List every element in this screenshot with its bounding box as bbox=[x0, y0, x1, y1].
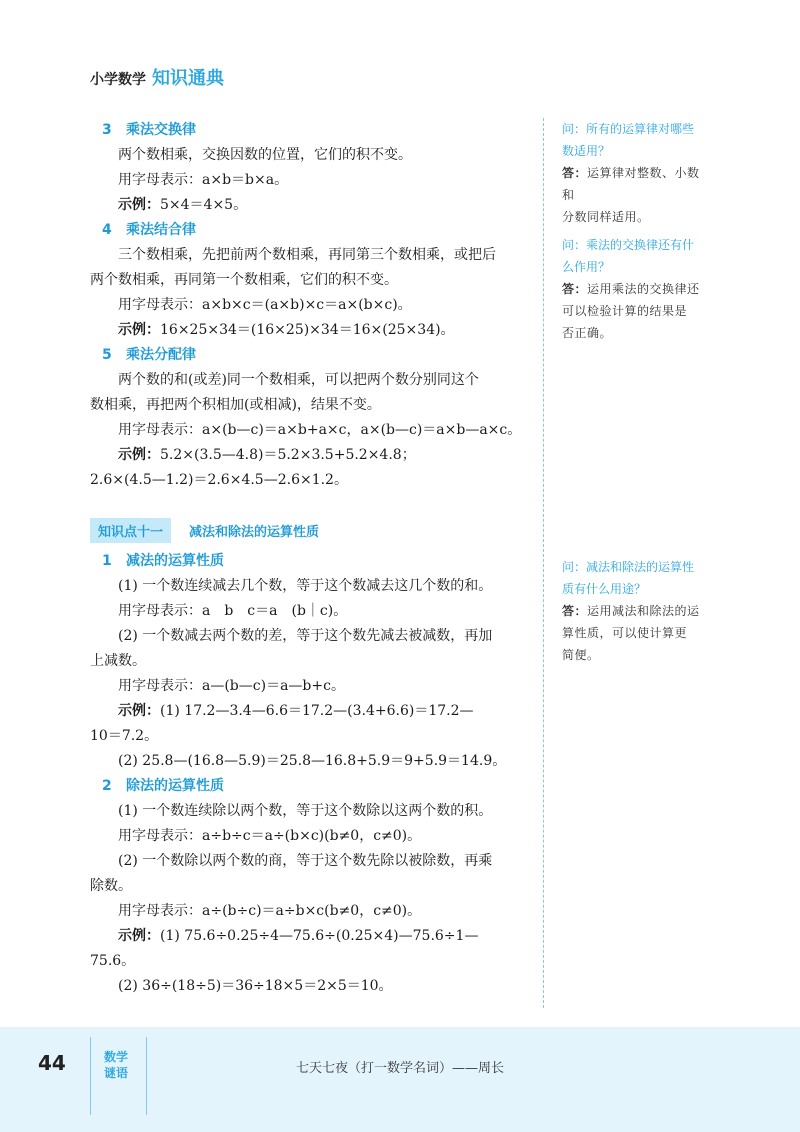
paragraph: 两个数的和(或差)同一个数相乘，可以把两个数分别同这个 bbox=[118, 372, 479, 388]
note-question: 问：所有的运算律对哪些 bbox=[562, 122, 695, 136]
knowledge-point-heading bbox=[90, 517, 530, 543]
note-answer: 答：运用乘法的交换律还 bbox=[562, 282, 700, 296]
main-content bbox=[90, 118, 530, 999]
section-heading: 5 乘法分配律 bbox=[102, 347, 196, 363]
formula: 用字母表示：a÷(b÷c)＝a÷b×c(b≠0，c≠0)。 bbox=[118, 903, 422, 919]
series-title: 小学数学 bbox=[90, 72, 146, 88]
paragraph: 两个数相乘，再同第一个数相乘，它们的积不变。 bbox=[90, 272, 398, 288]
side-note bbox=[562, 118, 712, 228]
riddle-text: 七天七夜（打一数学名词）——周长 bbox=[295, 1061, 504, 1076]
note-question: 问：减法和除法的运算性 bbox=[562, 560, 695, 574]
example: 10＝7.2。 bbox=[90, 728, 159, 744]
example: (2) 36÷(18÷5)＝36÷18×5＝2×5＝10。 bbox=[118, 978, 393, 994]
note-answer: 答：运用减法和除法的运 bbox=[562, 604, 700, 618]
paragraph: 除数。 bbox=[90, 878, 132, 894]
example: 2.6×(4.5—1.2)＝2.6×4.5—2.6×1.2。 bbox=[90, 472, 348, 488]
formula: 用字母表示：a×(b—c)＝a×b+a×c，a×(b—c)＝a×b—a×c。 bbox=[118, 422, 522, 438]
example: 75.6。 bbox=[90, 953, 136, 969]
note-answer: 否正确。 bbox=[562, 326, 613, 340]
section-heading: 3 乘法交换律 bbox=[102, 122, 196, 138]
knowledge-point-title: 减法和除法的运算性质 bbox=[189, 524, 320, 540]
riddle-tag: 数学 谜语 bbox=[104, 1050, 129, 1080]
paragraph: (1) 一个数连续除以两个数，等于这个数除以这两个数的积。 bbox=[118, 803, 493, 819]
example: 示例：5×4＝4×5。 bbox=[118, 197, 248, 213]
section-heading: 2 除法的运算性质 bbox=[102, 778, 224, 794]
paragraph: 上减数。 bbox=[90, 653, 146, 669]
side-note bbox=[562, 556, 712, 666]
example: 示例：5.2×(3.5—4.8)＝5.2×3.5+5.2×4.8； bbox=[118, 447, 416, 463]
section-heading: 1 减法的运算性质 bbox=[102, 553, 224, 569]
note-question: 么作用？ bbox=[562, 260, 611, 274]
note-answer: 答：运算律对整数、小数和 bbox=[562, 166, 700, 202]
formula: 用字母表示：a—(b—c)＝a—b+c。 bbox=[118, 678, 345, 694]
formula: 用字母表示：a×b＝b×a。 bbox=[118, 172, 289, 188]
knowledge-point-label: 知识点十一 bbox=[90, 518, 171, 543]
formula: 用字母表示：a×b×c＝(a×b)×c＝a×(b×c)。 bbox=[118, 297, 412, 313]
page-number: 44 bbox=[38, 1051, 66, 1075]
section-heading: 4 乘法结合律 bbox=[102, 222, 196, 238]
paragraph: (1) 一个数连续减去几个数，等于这个数减去这几个数的和。 bbox=[118, 578, 493, 594]
example: 示例：(1) 17.2—3.4—6.6＝17.2—(3.4+6.6)＝17.2— bbox=[118, 703, 474, 719]
paragraph: 三个数相乘，先把前两个数相乘，再同第三个数相乘，或把后 bbox=[118, 247, 496, 263]
note-answer: 可以检验计算的结果是 bbox=[562, 304, 688, 318]
note-question: 质有什么用途？ bbox=[562, 582, 647, 596]
brand-title: 知识通典 bbox=[152, 68, 224, 89]
note-answer: 分数同样适用。 bbox=[562, 210, 650, 224]
note-answer: 算性质，可以使计算更 bbox=[562, 626, 688, 640]
paragraph: 数相乘，再把两个积相加(或相减)，结果不变。 bbox=[90, 397, 381, 413]
example: (2) 25.8—(16.8—5.9)＝25.8—16.8+5.9＝9+5.9＝14.9。 bbox=[118, 753, 507, 769]
footer-divider bbox=[90, 1037, 91, 1115]
page-footer bbox=[0, 1027, 800, 1132]
formula: 用字母表示：a b c＝a (b｜c)。 bbox=[118, 603, 348, 619]
note-question: 数适用？ bbox=[562, 144, 611, 158]
note-question: 问：乘法的交换律还有什 bbox=[562, 238, 695, 252]
column-divider bbox=[543, 118, 544, 1008]
paragraph: (2) 一个数减去两个数的差，等于这个数先减去被减数，再加 bbox=[118, 628, 493, 644]
example: 示例：(1) 75.6÷0.25÷4—75.6÷(0.25×4)—75.6÷1— bbox=[118, 928, 479, 944]
formula: 用字母表示：a÷b÷c＝a÷(b×c)(b≠0，c≠0)。 bbox=[118, 828, 422, 844]
footer-divider bbox=[146, 1037, 147, 1115]
example: 示例：16×25×34＝(16×25)×34＝16×(25×34)。 bbox=[118, 322, 455, 338]
paragraph: (2) 一个数除以两个数的商，等于这个数先除以被除数，再乘 bbox=[118, 853, 493, 869]
page-header bbox=[90, 64, 224, 90]
paragraph: 两个数相乘，交换因数的位置，它们的积不变。 bbox=[118, 147, 412, 163]
side-note bbox=[562, 234, 712, 344]
note-answer: 简便。 bbox=[562, 648, 600, 662]
